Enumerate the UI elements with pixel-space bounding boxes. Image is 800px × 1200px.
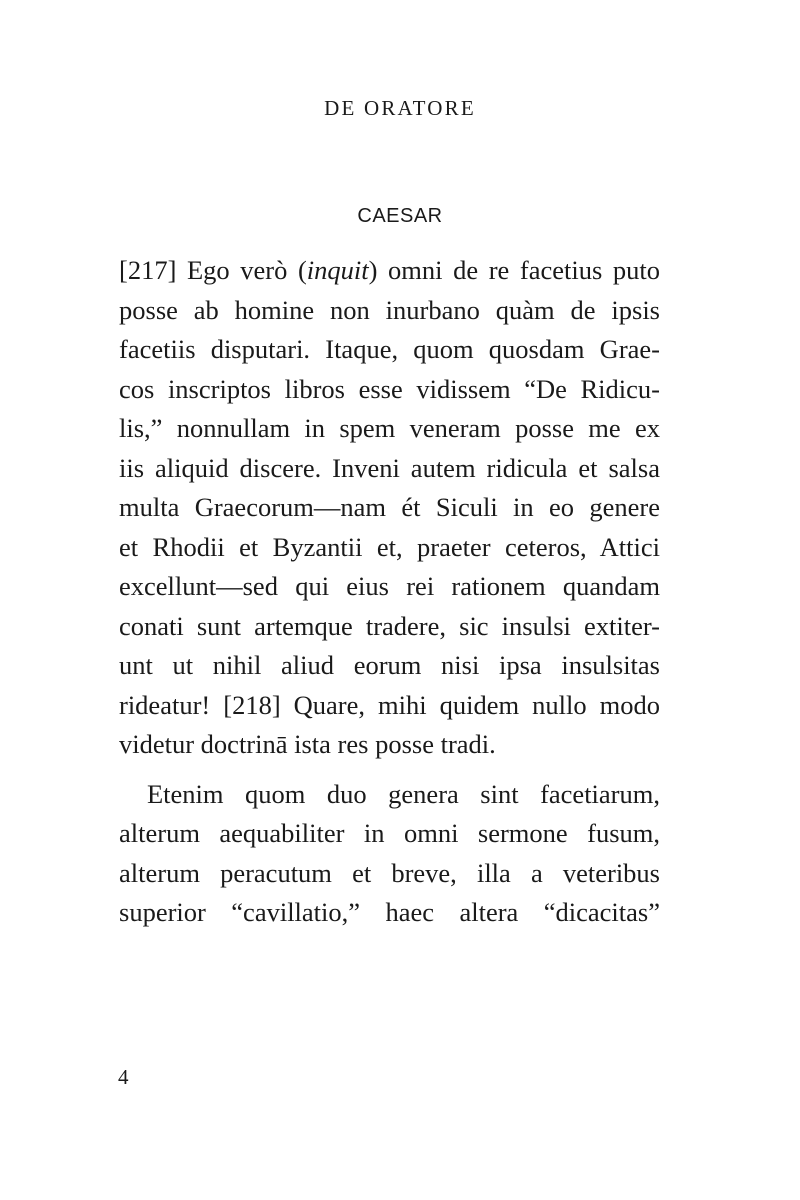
paragraph-1-line: iis aliquid discere. Inveni autem ridicula et salsa [119,452,660,483]
page-number: 4 [118,1065,129,1089]
paragraph-1-line: unt ut nihil aliud eorum nisi ipsa insulsitas [119,650,660,680]
body-text [119,251,660,933]
paragraph-1-line: multa Graecorum—nam ét Siculi in eo genere [119,492,660,522]
italic-word: inquit [306,255,369,285]
paragraph-1-line-1 [119,251,660,291]
paragraph-2-line: superior “cavillatio,” haec altera “dicacitas” [119,897,660,927]
running-head: DE ORATORE [324,96,476,120]
paragraph-1-line: et Rhodii et Byzantii et, praeter ceteros, Attici [119,531,660,562]
line-1-post: ) omni de re facetius puto [368,255,660,285]
paragraph-1-line: cos inscriptos libros esse vidissem “De Ridicu- [119,373,660,404]
paragraph-1-line: videtur doctrinā ista res posse tradi. [119,729,496,759]
speaker-heading: CAESAR [357,205,443,227]
paragraph-2-line-1 [119,775,660,815]
line-1-pre: [217] Ego verò ( [119,255,307,285]
paragraph-gap [119,765,660,775]
paragraph-2-line: alterum aequabiliter in omni sermone fusum, [119,818,660,848]
paragraph-2-line: alterum peracutum et breve, illa a veteribus [119,857,660,888]
paragraph-1-line: excellunt—sed qui eius rei rationem quandam [119,571,660,601]
paragraph-1-line: facetiis disputari. Itaque, quom quosdam Grae- [119,334,660,364]
paragraph-1-line: lis,” nonnullam in spem veneram posse me ex [119,413,660,443]
paragraph-1-line: rideatur! [218] Quare, mihi quidem nullo modo [119,689,660,720]
paragraph-1-line: conati sunt artemque tradere, sic insulsi extiter- [119,610,660,641]
paragraph-2-first-text: Etenim quom duo genera sint facetiarum, [147,778,660,809]
paragraph-1-line: posse ab homine non inurbano quàm de ipsis [119,294,660,325]
